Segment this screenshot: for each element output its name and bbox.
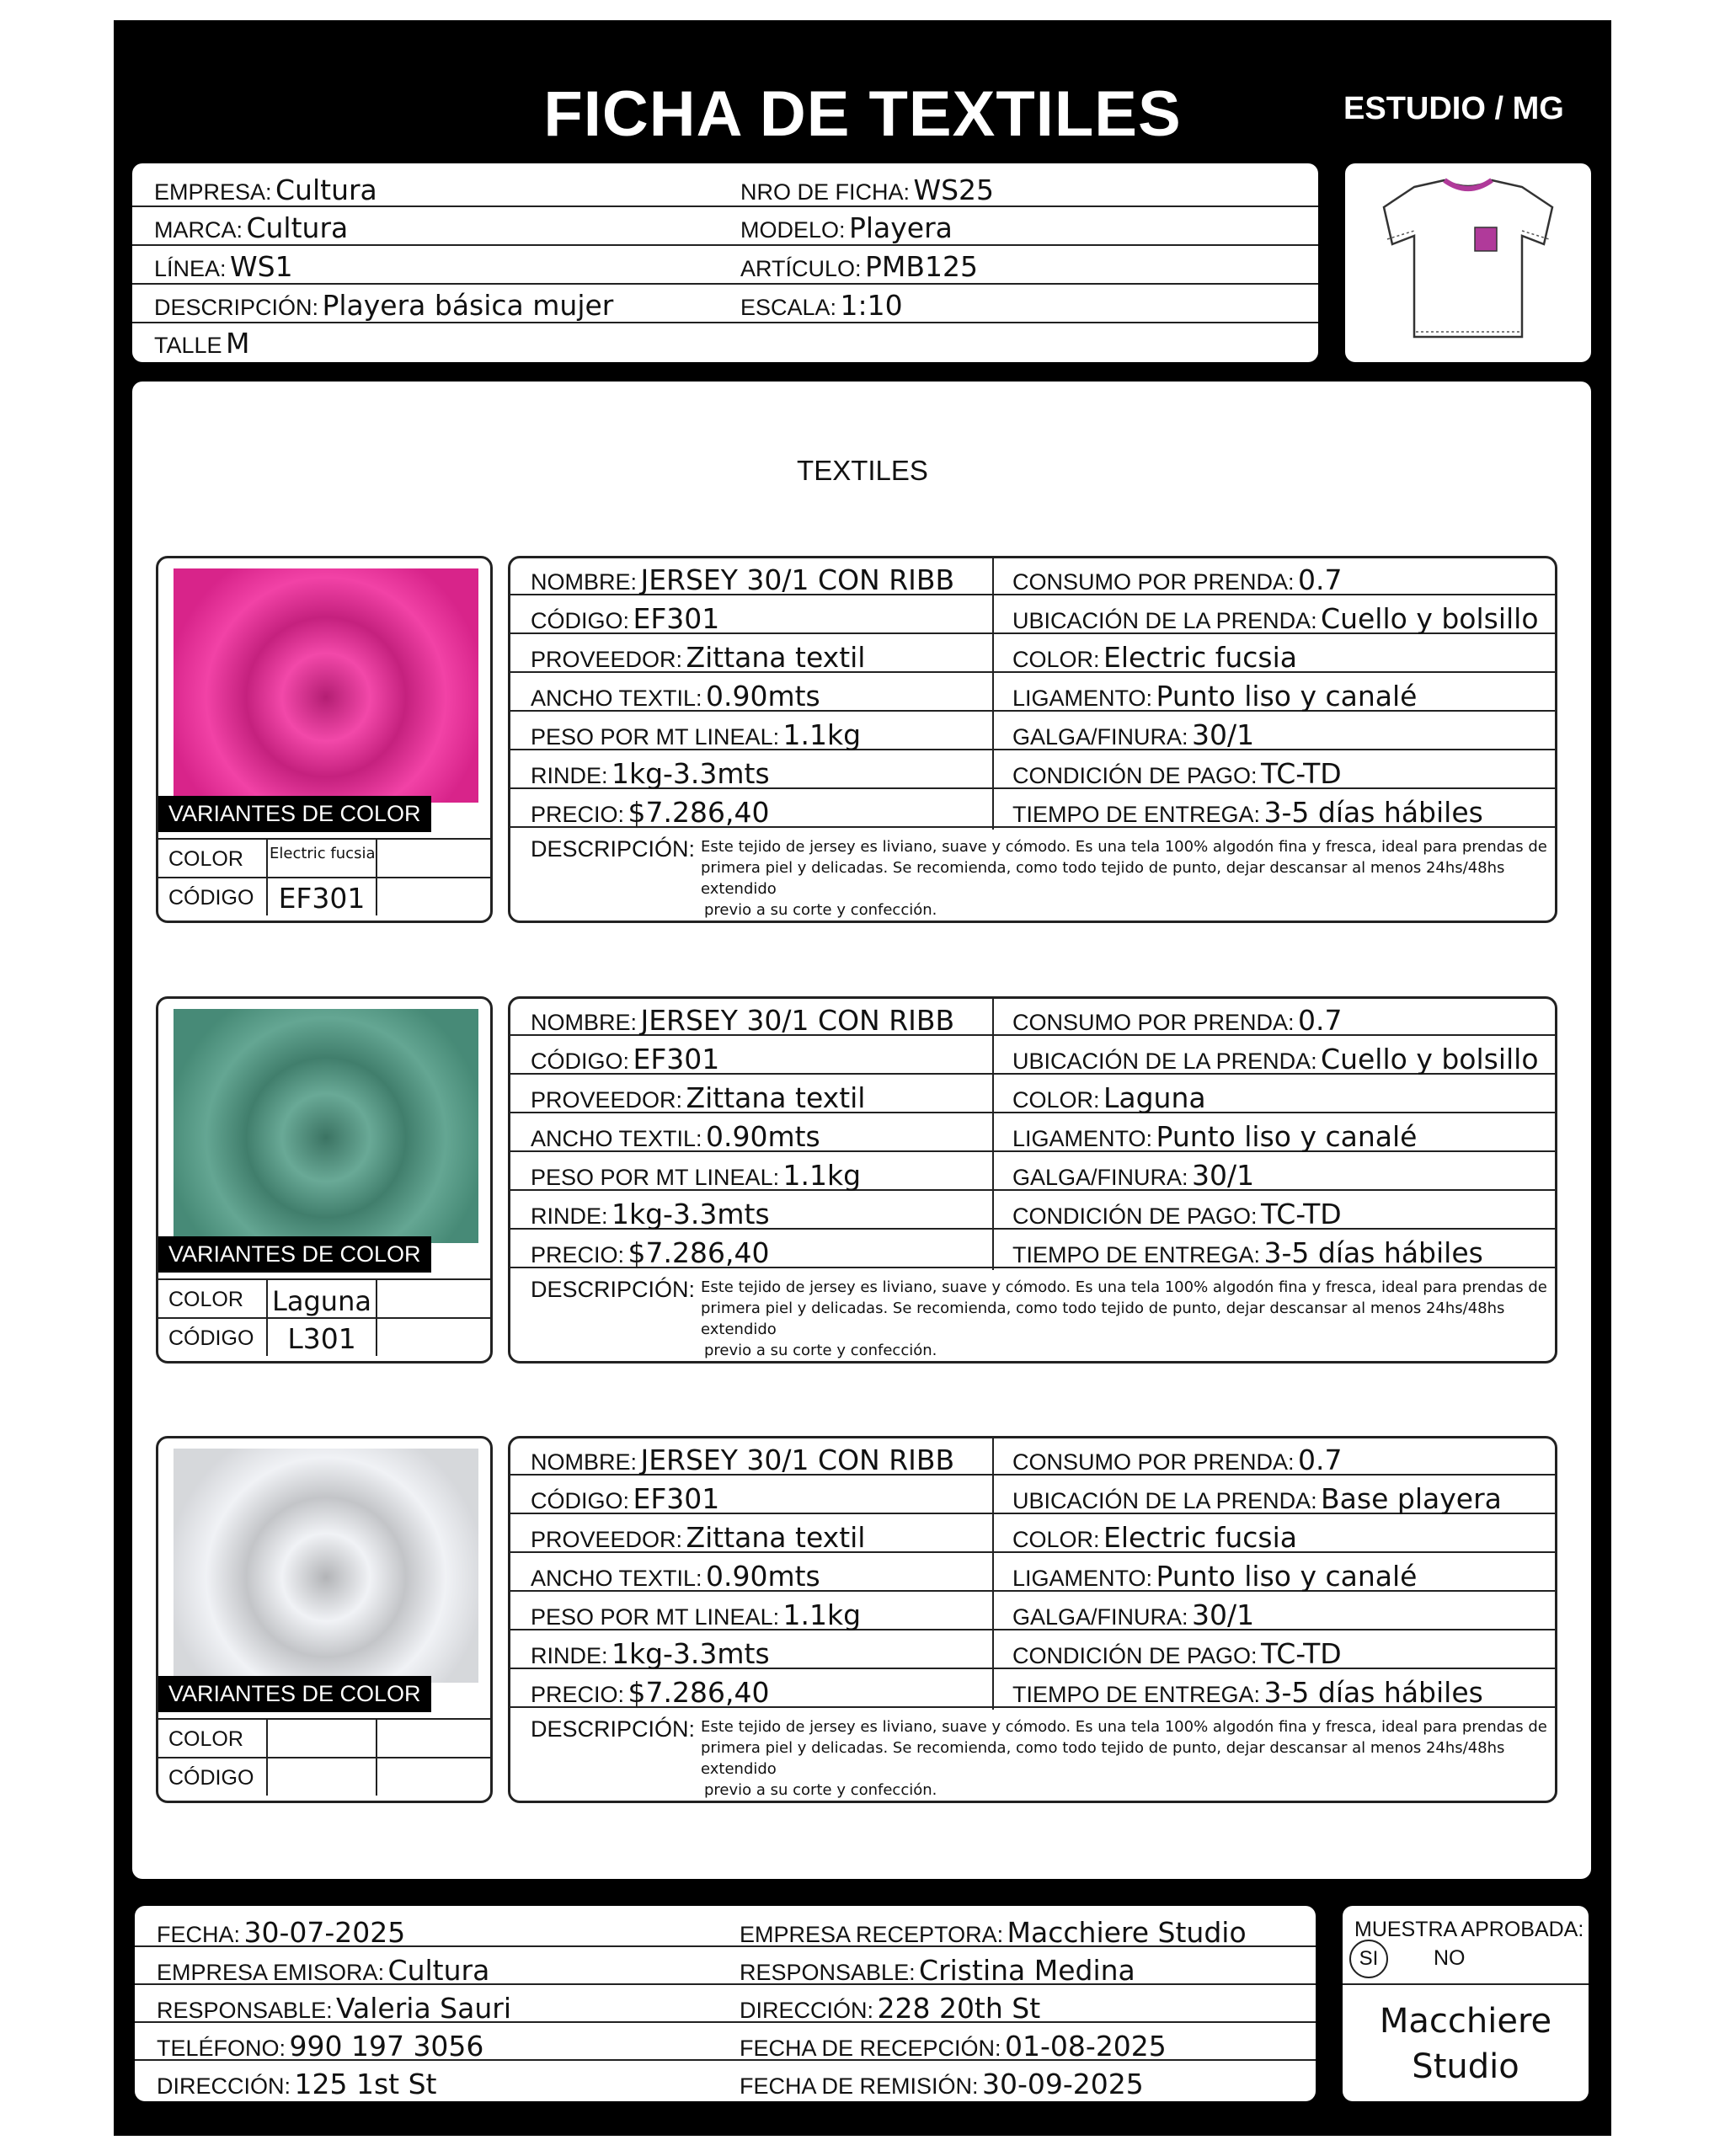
rinde-value: 1kg-3.3mts — [611, 757, 770, 790]
telefono-value: 990 197 3056 — [289, 2030, 484, 2063]
ubicacion-label: UBICACIÓN DE LA PRENDA: — [1012, 608, 1317, 633]
nombre-value: JERSEY 30/1 CON RIBB — [640, 1444, 955, 1476]
variant-color-label: COLOR — [168, 847, 243, 871]
nro-label: NRO DE FICHA: — [740, 179, 911, 205]
approval-card — [1343, 1906, 1589, 2101]
direccion-emisor-value: 125 1st St — [294, 2068, 437, 2100]
ancho-label: ANCHO TEXTIL: — [531, 686, 702, 711]
variant-code-label: CÓDIGO — [168, 1766, 254, 1790]
fabric-swatch — [174, 1449, 478, 1683]
pago-value: TC-TD — [1260, 757, 1342, 790]
nombre-label: NOMBRE: — [531, 569, 638, 595]
precio-label: PRECIO: — [531, 1682, 625, 1707]
ligamento-value: Punto liso y canalé — [1156, 1120, 1418, 1153]
emisora-value: Cultura — [387, 1954, 490, 1987]
textile-swatch-box — [156, 996, 493, 1364]
recepcion-value: 01-08-2025 — [1005, 2030, 1167, 2063]
color-value: Electric fucsia — [1103, 1521, 1298, 1554]
proveedor-label: PROVEEDOR: — [531, 1087, 683, 1113]
variant-code-label: CÓDIGO — [168, 886, 254, 910]
fabric-swatch — [174, 568, 478, 803]
color-label: COLOR: — [1012, 1087, 1100, 1113]
textile-swatch-box — [156, 1436, 493, 1803]
responsable-receptor-label: RESPONSABLE: — [740, 1960, 916, 1985]
descripcion-label: DESCRIPCIÓN: — [531, 1277, 696, 1302]
nombre-value: JERSEY 30/1 CON RIBB — [640, 1004, 955, 1037]
consumo-value: 0.7 — [1298, 1444, 1343, 1476]
direccion-emisor-label: DIRECCIÓN: — [157, 2073, 291, 2099]
ubicacion-value: Cuello y bolsillo — [1321, 602, 1539, 635]
description-line: Este tejido de jersey es liviano, suave y cómodo. Es una tela 100% algodón fina y fresca, ideal para prendas de — [701, 1278, 1547, 1296]
entrega-value: 3-5 días hábiles — [1263, 796, 1483, 829]
approval-signature — [1343, 1999, 1589, 2089]
si-option[interactable]: SI — [1349, 1940, 1388, 1978]
variant-color-value: Laguna — [272, 1285, 371, 1317]
ligamento-value: Punto liso y canalé — [1156, 680, 1418, 712]
peso-value: 1.1kg — [782, 718, 862, 751]
color-value: Electric fucsia — [1103, 641, 1298, 674]
proveedor-label: PROVEEDOR: — [531, 1527, 683, 1552]
escala-label: ESCALA: — [740, 295, 837, 320]
variants-header: VARIANTES DE COLOR — [158, 1236, 431, 1273]
articulo-label: ARTÍCULO: — [740, 256, 862, 281]
responsable-receptor-value: Cristina Medina — [919, 1954, 1135, 1987]
description-line: primera piel y delicadas. Se recomienda, como todo tejido de punto, dejar descansar al menos 24hs/48hs extendido — [701, 859, 1505, 898]
entrega-value: 3-5 días hábiles — [1263, 1676, 1483, 1709]
precio-value: $7.286,40 — [628, 1236, 770, 1269]
textile-description — [701, 836, 1555, 921]
marca-label: MARCA: — [154, 217, 243, 243]
textile-detail-box — [508, 556, 1557, 923]
telefono-label: TELÉFONO: — [157, 2036, 286, 2061]
description-line: previo a su corte y confección. — [704, 1342, 937, 1359]
rinde-label: RINDE: — [531, 763, 608, 788]
no-option[interactable]: NO — [1434, 1946, 1466, 1970]
fecha-value: 30-07-2025 — [243, 1916, 406, 1949]
empresa-label: EMPRESA: — [154, 179, 272, 205]
signature-line-1: Macchiere — [1379, 2002, 1552, 2041]
footer-card — [135, 1906, 1316, 2101]
peso-label: PESO POR MT LINEAL: — [531, 724, 780, 750]
proveedor-label: PROVEEDOR: — [531, 647, 683, 672]
description-line: Este tejido de jersey es liviano, suave y cómodo. Es una tela 100% algodón fina y fresca, ideal para prendas de — [701, 1718, 1547, 1736]
color-label: COLOR: — [1012, 647, 1100, 672]
escala-value: 1:10 — [840, 289, 903, 322]
galga-label: GALGA/FINURA: — [1012, 724, 1188, 750]
descripcion-label: DESCRIPCIÓN: — [531, 836, 696, 862]
fecha-label: FECHA: — [157, 1922, 241, 1947]
textile-detail-box — [508, 996, 1557, 1364]
ligamento-label: LIGAMENTO: — [1012, 1566, 1153, 1591]
remision-label: FECHA DE REMISIÓN: — [740, 2073, 979, 2099]
consumo-label: CONSUMO POR PRENDA: — [1012, 1010, 1295, 1035]
info-card — [132, 163, 1318, 362]
ligamento-label: LIGAMENTO: — [1012, 686, 1153, 711]
descripcion-value: Playera básica mujer — [322, 289, 614, 322]
ligamento-label: LIGAMENTO: — [1012, 1126, 1153, 1151]
textile-description — [701, 1716, 1555, 1801]
ubicacion-value: Base playera — [1321, 1482, 1502, 1515]
studio-name: ESTUDIO / MG — [1343, 91, 1564, 126]
ancho-value: 0.90mts — [706, 680, 820, 712]
descripcion-label: DESCRIPCIÓN: — [531, 1716, 696, 1742]
muestra-label: MUESTRA APROBADA: — [1354, 1918, 1584, 1941]
pago-label: CONDICIÓN DE PAGO: — [1012, 1203, 1258, 1229]
codigo-label: CÓDIGO: — [531, 1488, 630, 1513]
textile-swatch-box — [156, 556, 493, 923]
entrega-value: 3-5 días hábiles — [1263, 1236, 1483, 1269]
variant-color-value: Electric fucsia — [270, 845, 376, 862]
consumo-label: CONSUMO POR PRENDA: — [1012, 569, 1295, 595]
rinde-label: RINDE: — [531, 1203, 608, 1229]
ancho-label: ANCHO TEXTIL: — [531, 1566, 702, 1591]
responsable-emisor-value: Valeria Sauri — [336, 1992, 512, 2025]
pago-label: CONDICIÓN DE PAGO: — [1012, 763, 1258, 788]
peso-value: 1.1kg — [782, 1598, 862, 1631]
linea-label: LÍNEA: — [154, 256, 227, 281]
modelo-value: Playera — [848, 211, 953, 244]
variants-header: VARIANTES DE COLOR — [158, 796, 431, 832]
nro-value: WS25 — [913, 173, 995, 206]
description-line: primera piel y delicadas. Se recomienda, como todo tejido de punto, dejar descansar al menos 24hs/48hs extendido — [701, 1739, 1505, 1778]
variant-code-value: EF301 — [278, 882, 366, 915]
ubicacion-value: Cuello y bolsillo — [1321, 1043, 1539, 1075]
section-title: TEXTILES — [797, 455, 928, 486]
codigo-label: CÓDIGO: — [531, 608, 630, 633]
consumo-label: CONSUMO POR PRENDA: — [1012, 1449, 1295, 1475]
rinde-value: 1kg-3.3mts — [611, 1637, 770, 1670]
textile-detail-box — [508, 1436, 1557, 1803]
talle-label: TALLE — [154, 333, 222, 358]
signature-line-2: Studio — [1412, 2047, 1519, 2086]
consumo-value: 0.7 — [1298, 563, 1343, 596]
garment-card — [1345, 163, 1591, 362]
rinde-label: RINDE: — [531, 1643, 608, 1668]
nombre-label: NOMBRE: — [531, 1449, 638, 1475]
color-label: COLOR: — [1012, 1527, 1100, 1552]
ubicacion-label: UBICACIÓN DE LA PRENDA: — [1012, 1488, 1317, 1513]
galga-value: 30/1 — [1192, 1598, 1255, 1631]
peso-label: PESO POR MT LINEAL: — [531, 1604, 780, 1630]
nombre-value: JERSEY 30/1 CON RIBB — [640, 563, 955, 596]
variant-code-value: L301 — [287, 1322, 356, 1355]
entrega-label: TIEMPO DE ENTREGA: — [1012, 802, 1261, 827]
ubicacion-label: UBICACIÓN DE LA PRENDA: — [1012, 1049, 1317, 1074]
rinde-value: 1kg-3.3mts — [611, 1198, 770, 1230]
peso-value: 1.1kg — [782, 1159, 862, 1192]
color-value: Laguna — [1103, 1081, 1206, 1114]
galga-label: GALGA/FINURA: — [1012, 1165, 1188, 1190]
variants-header: VARIANTES DE COLOR — [158, 1676, 431, 1712]
proveedor-value: Zittana textil — [686, 1521, 866, 1554]
textile-description — [701, 1277, 1555, 1361]
marca-value: Cultura — [246, 211, 349, 244]
entrega-label: TIEMPO DE ENTREGA: — [1012, 1682, 1261, 1707]
nombre-label: NOMBRE: — [531, 1010, 638, 1035]
proveedor-value: Zittana textil — [686, 1081, 866, 1114]
talle-value: M — [226, 327, 250, 360]
fabric-swatch — [174, 1009, 478, 1243]
ancho-value: 0.90mts — [706, 1560, 820, 1593]
variant-code-label: CÓDIGO — [168, 1326, 254, 1350]
codigo-value: EF301 — [633, 1043, 720, 1075]
empresa-value: Cultura — [275, 173, 377, 206]
precio-value: $7.286,40 — [628, 796, 770, 829]
receptora-label: EMPRESA RECEPTORA: — [740, 1922, 1004, 1947]
pago-value: TC-TD — [1260, 1198, 1342, 1230]
peso-label: PESO POR MT LINEAL: — [531, 1165, 780, 1190]
entrega-label: TIEMPO DE ENTREGA: — [1012, 1242, 1261, 1267]
variant-color-label: COLOR — [168, 1288, 243, 1311]
pago-value: TC-TD — [1260, 1637, 1342, 1670]
responsable-emisor-label: RESPONSABLE: — [157, 1998, 333, 2023]
tshirt-icon — [1345, 163, 1591, 362]
direccion-receptor-value: 228 20th St — [877, 1992, 1041, 2025]
articulo-value: PMB125 — [864, 250, 978, 283]
receptora-value: Macchiere Studio — [1007, 1916, 1247, 1949]
linea-value: WS1 — [230, 250, 293, 283]
precio-label: PRECIO: — [531, 1242, 625, 1267]
remision-value: 30-09-2025 — [982, 2068, 1144, 2100]
modelo-label: MODELO: — [740, 217, 846, 243]
codigo-value: EF301 — [633, 1482, 720, 1515]
description-line: previo a su corte y confección. — [704, 901, 937, 919]
galga-value: 30/1 — [1192, 718, 1255, 751]
codigo-label: CÓDIGO: — [531, 1049, 630, 1074]
galga-value: 30/1 — [1192, 1159, 1255, 1192]
descripcion-label: DESCRIPCIÓN: — [154, 295, 319, 320]
consumo-value: 0.7 — [1298, 1004, 1343, 1037]
pago-label: CONDICIÓN DE PAGO: — [1012, 1643, 1258, 1668]
recepcion-label: FECHA DE RECEPCIÓN: — [740, 2036, 1001, 2061]
codigo-value: EF301 — [633, 602, 720, 635]
emisora-label: EMPRESA EMISORA: — [157, 1960, 385, 1985]
precio-label: PRECIO: — [531, 802, 625, 827]
ancho-label: ANCHO TEXTIL: — [531, 1126, 702, 1151]
page-title: FICHA DE TEXTILES — [543, 78, 1182, 150]
ancho-value: 0.90mts — [706, 1120, 820, 1153]
description-line: primera piel y delicadas. Se recomienda, como todo tejido de punto, dejar descansar al menos 24hs/48hs extendido — [701, 1299, 1505, 1338]
description-line: Este tejido de jersey es liviano, suave y cómodo. Es una tela 100% algodón fina y fresca, ideal para prendas de — [701, 838, 1547, 856]
precio-value: $7.286,40 — [628, 1676, 770, 1709]
galga-label: GALGA/FINURA: — [1012, 1604, 1188, 1630]
variant-color-label: COLOR — [168, 1727, 243, 1751]
description-line: previo a su corte y confección. — [704, 1781, 937, 1799]
proveedor-value: Zittana textil — [686, 641, 866, 674]
ligamento-value: Punto liso y canalé — [1156, 1560, 1418, 1593]
direccion-receptor-label: DIRECCIÓN: — [740, 1998, 874, 2023]
